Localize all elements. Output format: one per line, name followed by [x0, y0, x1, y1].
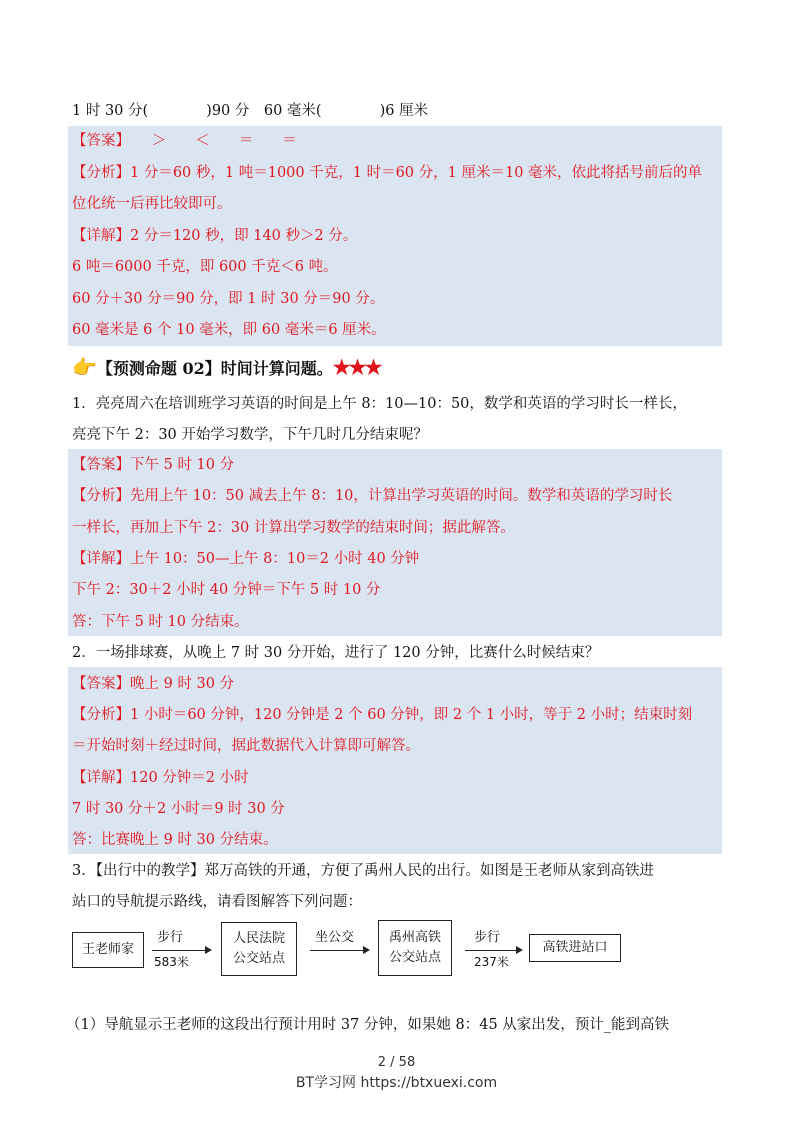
- sub-question: （1）导航显示王老师的这段出行预计用时 37 分钟，如果她 8：45 从家出发，预计_能到高铁: [66, 1017, 670, 1033]
- node-station-bus-stop: 禹州高铁 公交站点: [378, 920, 452, 976]
- node-home: 王老师家: [72, 932, 144, 968]
- page-number: 2 / 58: [377, 1055, 416, 1070]
- node-station-entrance: 高铁进站口: [529, 934, 621, 962]
- question-text: 亮亮下午 2：30 开始学习数学，下午几时几分结束呢？: [72, 427, 428, 443]
- pointing-hand-icon: 👉: [72, 355, 97, 379]
- answer-line: 【答案】下午 5 时 10 分: [72, 457, 235, 473]
- star-rating-icon: ★★★: [332, 355, 381, 379]
- analysis-line: 位化统一后再比较即可。: [72, 196, 232, 212]
- question-text: 1 时 30 分( )90 分 60 毫米( )6 厘米: [72, 103, 429, 119]
- question-text: 站口的导航提示路线，请看图解答下列问题：: [72, 894, 362, 910]
- answer-block-3: [68, 667, 722, 854]
- arrow-label: 步行: [474, 930, 501, 945]
- section-heading-text: 【预测命题 02】时间计算问题。: [96, 359, 333, 378]
- footer-site: BT学习网 https://btxuexi.com: [295, 1075, 498, 1091]
- analysis-line: 【分析】先用上午 10：50 减去上午 8：10，计算出学习英语的时间。数学和英语的学习时长: [72, 488, 673, 504]
- arrow-icon: [310, 950, 368, 951]
- arrow-icon: [152, 950, 210, 951]
- detail-line: 60 分＋30 分＝90 分，即 1 时 30 分＝90 分。: [72, 291, 385, 307]
- detail-line: 答：比赛晚上 9 时 30 分结束。: [72, 832, 278, 848]
- detail-line: 答：下午 5 时 10 分结束。: [72, 614, 249, 630]
- arrow-label: 步行: [157, 930, 184, 945]
- detail-line: 【详解】上午 10：50—上午 8：10＝2 小时 40 分钟: [72, 551, 420, 567]
- arrow-icon: [465, 950, 521, 951]
- detail-line: 【详解】2 分＝120 秒，即 140 秒＞2 分。: [72, 228, 358, 244]
- detail-line: 【详解】120 分钟＝2 小时: [72, 770, 249, 786]
- question-text: 1．亮亮周六在培训班学习英语的时间是上午 8：10—10：50，数学和英语的学习时长一样长，: [72, 396, 687, 412]
- detail-line: 下午 2：30＋2 小时 40 分钟＝下午 5 时 10 分: [72, 582, 381, 598]
- answer-line: 【答案】晚上 9 时 30 分: [72, 676, 235, 692]
- question-text: 3．【出行中的教学】郑万高铁的开通，方便了禹州人民的出行。如图是王老师从家到高铁进: [72, 863, 654, 879]
- arrow-label: 坐公交: [315, 930, 355, 945]
- detail-line: 60 毫米是 6 个 10 毫米，即 60 毫米＝6 厘米。: [72, 322, 386, 338]
- answer-line: 【答案】 ＞ ＜ ＝ ＝: [72, 133, 297, 149]
- arrow-label: 237米: [474, 955, 509, 969]
- analysis-line: ＝开始时刻＋经过时间，据此数据代入计算即可解答。: [72, 738, 420, 754]
- analysis-line: 【分析】1 分＝60 秒，1 吨＝1000 千克，1 时＝60 分，1 厘米＝10 毫米，依此将括号前后的单: [72, 165, 703, 181]
- section-heading: [72, 355, 381, 381]
- detail-line: 7 时 30 分＋2 小时＝9 时 30 分: [72, 801, 285, 817]
- arrow-label: 583米: [154, 955, 189, 969]
- detail-line: 6 吨＝6000 千克，即 600 千克＜6 吨。: [72, 259, 338, 275]
- question-text: 2．一场排球赛，从晚上 7 时 30 分开始，进行了 120 分钟，比赛什么时候结束？: [72, 645, 600, 661]
- answer-block-2: [68, 449, 722, 636]
- analysis-line: 【分析】1 小时＝60 分钟，120 分钟是 2 个 60 分钟，即 2 个 1 小时，等于 2 小时；结束时刻: [72, 707, 693, 723]
- node-court-bus-stop: 人民法院 公交站点: [221, 922, 297, 976]
- analysis-line: 一样长，再加上下午 2：30 计算出学习数学的结束时间；据此解答。: [72, 520, 515, 536]
